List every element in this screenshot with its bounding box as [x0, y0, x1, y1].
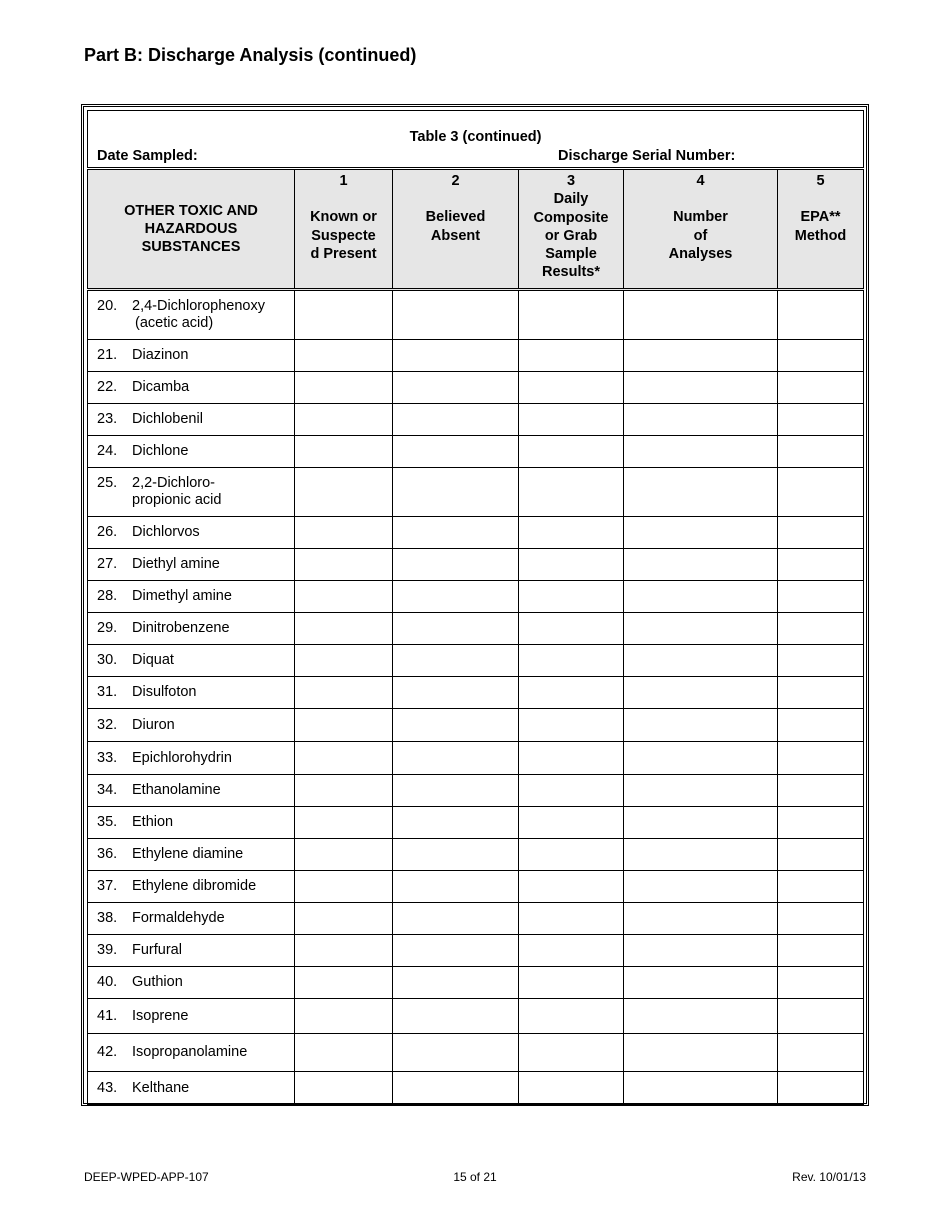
sample-results-cell[interactable]	[519, 581, 624, 613]
substance-cell	[88, 775, 295, 807]
sample-results-cell[interactable]	[519, 1034, 624, 1072]
table-row	[88, 372, 864, 404]
substance-cell	[88, 839, 295, 871]
column-heading-line: Absent	[430, 227, 481, 244]
sample-results-cell[interactable]	[519, 839, 624, 871]
date-sampled-label: Date Sampled:	[97, 148, 198, 164]
table-row	[88, 999, 864, 1034]
substance-cell	[88, 549, 295, 581]
table-row	[88, 1034, 864, 1072]
epa-method-cell[interactable]	[778, 549, 864, 581]
epa-method-cell[interactable]	[778, 436, 864, 468]
table-row	[88, 404, 864, 436]
substance-cell	[88, 935, 295, 967]
substance-number: 31.	[97, 684, 118, 700]
believed-absent-cell[interactable]	[393, 404, 519, 436]
number-analyses-cell[interactable]	[624, 709, 778, 742]
known-present-cell[interactable]	[295, 468, 393, 517]
table-row	[88, 903, 864, 935]
epa-method-cell[interactable]	[778, 807, 864, 839]
column-heading-line: SUBSTANCES	[141, 239, 241, 256]
table-header-cell	[88, 111, 864, 169]
sample-results-cell[interactable]	[519, 775, 624, 807]
column-number: 4	[696, 173, 705, 189]
column-heading-line: Daily	[553, 191, 589, 208]
number-analyses-cell[interactable]	[624, 404, 778, 436]
believed-absent-cell[interactable]	[393, 290, 519, 340]
form-id: DEEP-WPED-APP-107	[84, 1170, 209, 1184]
table-row	[88, 709, 864, 742]
substance-number: 35.	[97, 814, 118, 830]
believed-absent-cell[interactable]	[393, 1072, 519, 1105]
epa-method-cell[interactable]	[778, 742, 864, 775]
substance-cell	[88, 967, 295, 999]
substance-name: Kelthane	[132, 1079, 190, 1096]
substance-cell	[88, 807, 295, 839]
column-heading-line: Number	[673, 209, 728, 226]
table-row	[88, 517, 864, 549]
substance-number: 43.	[97, 1079, 118, 1096]
substance-number: 20.	[97, 298, 118, 314]
column-header-known-present	[295, 169, 393, 290]
believed-absent-cell[interactable]	[393, 1034, 519, 1072]
substance-number: 36.	[97, 846, 118, 862]
believed-absent-cell[interactable]	[393, 645, 519, 677]
substance-cell	[88, 1072, 295, 1105]
number-analyses-cell[interactable]	[624, 1072, 778, 1105]
known-present-cell[interactable]	[295, 1072, 393, 1105]
substance-cell	[88, 613, 295, 645]
table-row	[88, 807, 864, 839]
substance-name: Dichlorvos	[132, 524, 200, 540]
substance-name: Ethylene dibromide	[132, 878, 257, 894]
substance-name-continued: propionic acid	[132, 492, 222, 508]
column-heading-line: d Present	[310, 245, 377, 262]
sample-results-cell[interactable]	[519, 871, 624, 903]
sample-results-cell[interactable]	[519, 645, 624, 677]
sample-results-cell[interactable]	[519, 372, 624, 404]
believed-absent-cell[interactable]	[393, 935, 519, 967]
column-heading-text	[88, 202, 294, 257]
sample-results-cell[interactable]	[519, 967, 624, 999]
known-present-cell[interactable]	[295, 871, 393, 903]
column-heading-line: Suspecte	[311, 227, 376, 244]
substance-cell	[88, 404, 295, 436]
column-heading-line: or Grab	[544, 227, 598, 244]
table-header-row	[88, 111, 864, 169]
sample-results-cell[interactable]	[519, 1072, 624, 1105]
column-heading-line: Known or	[310, 209, 377, 226]
known-present-cell[interactable]	[295, 935, 393, 967]
column-heading-line: Results*	[541, 264, 601, 281]
number-analyses-cell[interactable]	[624, 967, 778, 999]
sample-results-cell[interactable]	[519, 742, 624, 775]
known-present-cell[interactable]	[295, 807, 393, 839]
substance-cell	[88, 871, 295, 903]
substance-name: Ethanolamine	[132, 782, 221, 798]
discharge-table-frame	[81, 104, 869, 1106]
known-present-cell[interactable]	[295, 839, 393, 871]
number-analyses-cell[interactable]	[624, 935, 778, 967]
epa-method-cell[interactable]	[778, 871, 864, 903]
believed-absent-cell[interactable]	[393, 613, 519, 645]
believed-absent-cell[interactable]	[393, 517, 519, 549]
column-heading-line: HAZARDOUS	[144, 220, 238, 237]
number-analyses-cell[interactable]	[624, 340, 778, 372]
sample-results-cell[interactable]	[519, 290, 624, 340]
table-row	[88, 645, 864, 677]
table-row	[88, 436, 864, 468]
table-row	[88, 468, 864, 517]
table-row	[88, 742, 864, 775]
believed-absent-cell[interactable]	[393, 839, 519, 871]
number-analyses-cell[interactable]	[624, 807, 778, 839]
discharge-serial-label: Discharge Serial Number:	[558, 148, 736, 164]
substance-name: Isoprene	[132, 1007, 189, 1024]
column-heading-line: OTHER TOXIC AND	[124, 202, 258, 219]
believed-absent-cell[interactable]	[393, 581, 519, 613]
substance-cell	[88, 709, 295, 742]
table-row	[88, 839, 864, 871]
number-analyses-cell[interactable]	[624, 1034, 778, 1072]
table-row	[88, 549, 864, 581]
column-heading-text	[393, 208, 518, 245]
column-number: 1	[339, 173, 348, 189]
table-row	[88, 967, 864, 999]
substance-name: Dichlobenil	[132, 411, 203, 427]
number-analyses-cell[interactable]	[624, 517, 778, 549]
section-title: Part B: Discharge Analysis (continued)	[84, 45, 417, 65]
sample-results-cell[interactable]	[519, 468, 624, 517]
page-number: 15 of 21	[453, 1170, 497, 1184]
epa-method-cell[interactable]	[778, 839, 864, 871]
substance-number: 27.	[97, 556, 118, 572]
table-row	[88, 677, 864, 709]
known-present-cell[interactable]	[295, 999, 393, 1034]
sample-results-cell[interactable]	[519, 549, 624, 581]
substance-name: Isopropanolamine	[132, 1044, 248, 1060]
epa-method-cell[interactable]	[778, 468, 864, 517]
column-heading-text	[778, 208, 863, 245]
sample-results-cell[interactable]	[519, 807, 624, 839]
table-row	[88, 340, 864, 372]
epa-method-cell[interactable]	[778, 935, 864, 967]
substance-number: 23.	[97, 411, 118, 427]
substance-name: Diuron	[132, 716, 175, 733]
epa-method-cell[interactable]	[778, 709, 864, 742]
known-present-cell[interactable]	[295, 404, 393, 436]
substance-number: 38.	[97, 910, 118, 926]
substance-number: 33.	[97, 749, 118, 766]
table-row	[88, 775, 864, 807]
epa-method-cell[interactable]	[778, 613, 864, 645]
substance-name: 2,2-Dichloro-	[132, 475, 215, 491]
number-analyses-cell[interactable]	[624, 839, 778, 871]
column-header-row	[88, 169, 864, 290]
believed-absent-cell[interactable]	[393, 807, 519, 839]
known-present-cell[interactable]	[295, 549, 393, 581]
believed-absent-cell[interactable]	[393, 340, 519, 372]
known-present-cell[interactable]	[295, 581, 393, 613]
substance-number: 40.	[97, 974, 118, 990]
substance-number: 22.	[97, 379, 118, 395]
substance-cell	[88, 340, 295, 372]
sample-results-cell[interactable]	[519, 340, 624, 372]
known-present-cell[interactable]	[295, 436, 393, 468]
known-present-cell[interactable]	[295, 709, 393, 742]
column-heading-text	[295, 208, 392, 263]
discharge-analysis-table	[87, 110, 864, 1105]
table-row	[88, 935, 864, 967]
table-row	[88, 581, 864, 613]
substance-cell	[88, 645, 295, 677]
substance-name: 2,4-Dichlorophenoxy	[132, 298, 265, 314]
epa-method-cell[interactable]	[778, 1034, 864, 1072]
sample-results-cell[interactable]	[519, 404, 624, 436]
column-heading-line: Method	[794, 227, 847, 244]
substance-name: Guthion	[132, 974, 183, 990]
table-row	[88, 1072, 864, 1105]
number-analyses-cell[interactable]	[624, 290, 778, 340]
number-analyses-cell[interactable]	[624, 613, 778, 645]
column-header-substances	[88, 169, 295, 290]
sample-results-cell[interactable]	[519, 709, 624, 742]
column-header-believed-absent	[393, 169, 519, 290]
number-analyses-cell[interactable]	[624, 645, 778, 677]
epa-method-cell[interactable]	[778, 775, 864, 807]
number-analyses-cell[interactable]	[624, 549, 778, 581]
believed-absent-cell[interactable]	[393, 677, 519, 709]
epa-method-cell[interactable]	[778, 677, 864, 709]
substance-name: Ethylene diamine	[132, 846, 244, 862]
epa-method-cell[interactable]	[778, 903, 864, 935]
substance-cell	[88, 1034, 295, 1072]
column-heading-line: Composite	[533, 209, 609, 226]
substance-name: Diethyl amine	[132, 556, 220, 572]
believed-absent-cell[interactable]	[393, 871, 519, 903]
substance-number: 24.	[97, 443, 118, 459]
believed-absent-cell[interactable]	[393, 775, 519, 807]
substance-number: 21.	[97, 347, 118, 363]
known-present-cell[interactable]	[295, 677, 393, 709]
known-present-cell[interactable]	[295, 613, 393, 645]
substance-number: 34.	[97, 782, 118, 798]
known-present-cell[interactable]	[295, 775, 393, 807]
number-analyses-cell[interactable]	[624, 742, 778, 775]
column-heading-line: EPA**	[800, 209, 841, 226]
believed-absent-cell[interactable]	[393, 468, 519, 517]
substance-number: 25.	[97, 475, 118, 491]
known-present-cell[interactable]	[295, 903, 393, 935]
substance-number: 26.	[97, 524, 118, 540]
substance-name: Diazinon	[132, 347, 189, 363]
epa-method-cell[interactable]	[778, 1072, 864, 1105]
substance-name: Dichlone	[132, 443, 189, 459]
epa-method-cell[interactable]	[778, 517, 864, 549]
epa-method-cell[interactable]	[778, 290, 864, 340]
known-present-cell[interactable]	[295, 967, 393, 999]
substance-number: 28.	[97, 588, 118, 604]
substance-cell	[88, 436, 295, 468]
column-header-epa-method	[778, 169, 864, 290]
column-heading-line: Sample	[545, 246, 597, 263]
substance-number: 39.	[97, 942, 118, 958]
substance-cell	[88, 468, 295, 517]
column-heading-line: Analyses	[668, 245, 733, 262]
substance-name: Ethion	[132, 814, 174, 830]
sample-results-cell[interactable]	[519, 935, 624, 967]
column-heading-line: Believed	[425, 209, 486, 226]
column-number: 5	[816, 173, 825, 189]
epa-method-cell[interactable]	[778, 581, 864, 613]
revision-date: Rev. 10/01/13	[792, 1170, 866, 1184]
substance-number: 41.	[97, 1007, 118, 1024]
believed-absent-cell[interactable]	[393, 742, 519, 775]
sample-results-cell[interactable]	[519, 613, 624, 645]
substance-name: Diquat	[132, 652, 174, 668]
sample-results-cell[interactable]	[519, 677, 624, 709]
number-analyses-cell[interactable]	[624, 871, 778, 903]
substance-name: Disulfoton	[132, 684, 197, 700]
substance-cell	[88, 290, 295, 340]
substance-name: Epichlorohydrin	[132, 749, 232, 766]
number-analyses-cell[interactable]	[624, 436, 778, 468]
number-analyses-cell[interactable]	[624, 775, 778, 807]
believed-absent-cell[interactable]	[393, 999, 519, 1034]
table-row	[88, 290, 864, 340]
column-heading-text	[519, 190, 623, 281]
epa-method-cell[interactable]	[778, 340, 864, 372]
column-number: 2	[451, 173, 460, 189]
epa-method-cell[interactable]	[778, 967, 864, 999]
number-analyses-cell[interactable]	[624, 677, 778, 709]
sample-results-cell[interactable]	[519, 999, 624, 1034]
substance-cell	[88, 999, 295, 1034]
known-present-cell[interactable]	[295, 290, 393, 340]
known-present-cell[interactable]	[295, 517, 393, 549]
known-present-cell[interactable]	[295, 742, 393, 775]
substance-cell	[88, 581, 295, 613]
known-present-cell[interactable]	[295, 372, 393, 404]
epa-method-cell[interactable]	[778, 404, 864, 436]
substance-name-continued: (acetic acid)	[135, 315, 214, 331]
known-present-cell[interactable]	[295, 1034, 393, 1072]
table-row	[88, 613, 864, 645]
believed-absent-cell[interactable]	[393, 967, 519, 999]
substance-cell	[88, 372, 295, 404]
column-heading-line: of	[693, 227, 708, 244]
believed-absent-cell[interactable]	[393, 549, 519, 581]
number-analyses-cell[interactable]	[624, 372, 778, 404]
substance-number: 30.	[97, 652, 118, 668]
column-header-number-analyses	[624, 169, 778, 290]
epa-method-cell[interactable]	[778, 999, 864, 1034]
believed-absent-cell[interactable]	[393, 903, 519, 935]
substance-cell	[88, 677, 295, 709]
table-row	[88, 871, 864, 903]
epa-method-cell[interactable]	[778, 372, 864, 404]
substance-name: Furfural	[132, 942, 182, 958]
known-present-cell[interactable]	[295, 645, 393, 677]
substance-cell	[88, 742, 295, 775]
column-number: 3	[566, 173, 576, 189]
believed-absent-cell[interactable]	[393, 709, 519, 742]
substance-name: Formaldehyde	[132, 910, 225, 926]
sample-results-cell[interactable]	[519, 436, 624, 468]
believed-absent-cell[interactable]	[393, 436, 519, 468]
substance-number: 29.	[97, 620, 118, 636]
number-analyses-cell[interactable]	[624, 581, 778, 613]
epa-method-cell[interactable]	[778, 645, 864, 677]
substance-number: 42.	[97, 1044, 118, 1060]
number-analyses-cell[interactable]	[624, 999, 778, 1034]
column-heading-text	[624, 208, 777, 263]
number-analyses-cell[interactable]	[624, 903, 778, 935]
number-analyses-cell[interactable]	[624, 468, 778, 517]
substance-cell	[88, 903, 295, 935]
table-title: Table 3 (continued)	[409, 129, 542, 145]
sample-results-cell[interactable]	[519, 517, 624, 549]
known-present-cell[interactable]	[295, 340, 393, 372]
column-header-sample-results	[519, 169, 624, 290]
sample-results-cell[interactable]	[519, 903, 624, 935]
substance-name: Dicamba	[132, 379, 190, 395]
substance-number: 37.	[97, 878, 118, 894]
substance-number: 32.	[97, 716, 118, 733]
substance-cell	[88, 517, 295, 549]
substance-name: Dinitrobenzene	[132, 620, 230, 636]
substance-name: Dimethyl amine	[132, 588, 232, 604]
believed-absent-cell[interactable]	[393, 372, 519, 404]
